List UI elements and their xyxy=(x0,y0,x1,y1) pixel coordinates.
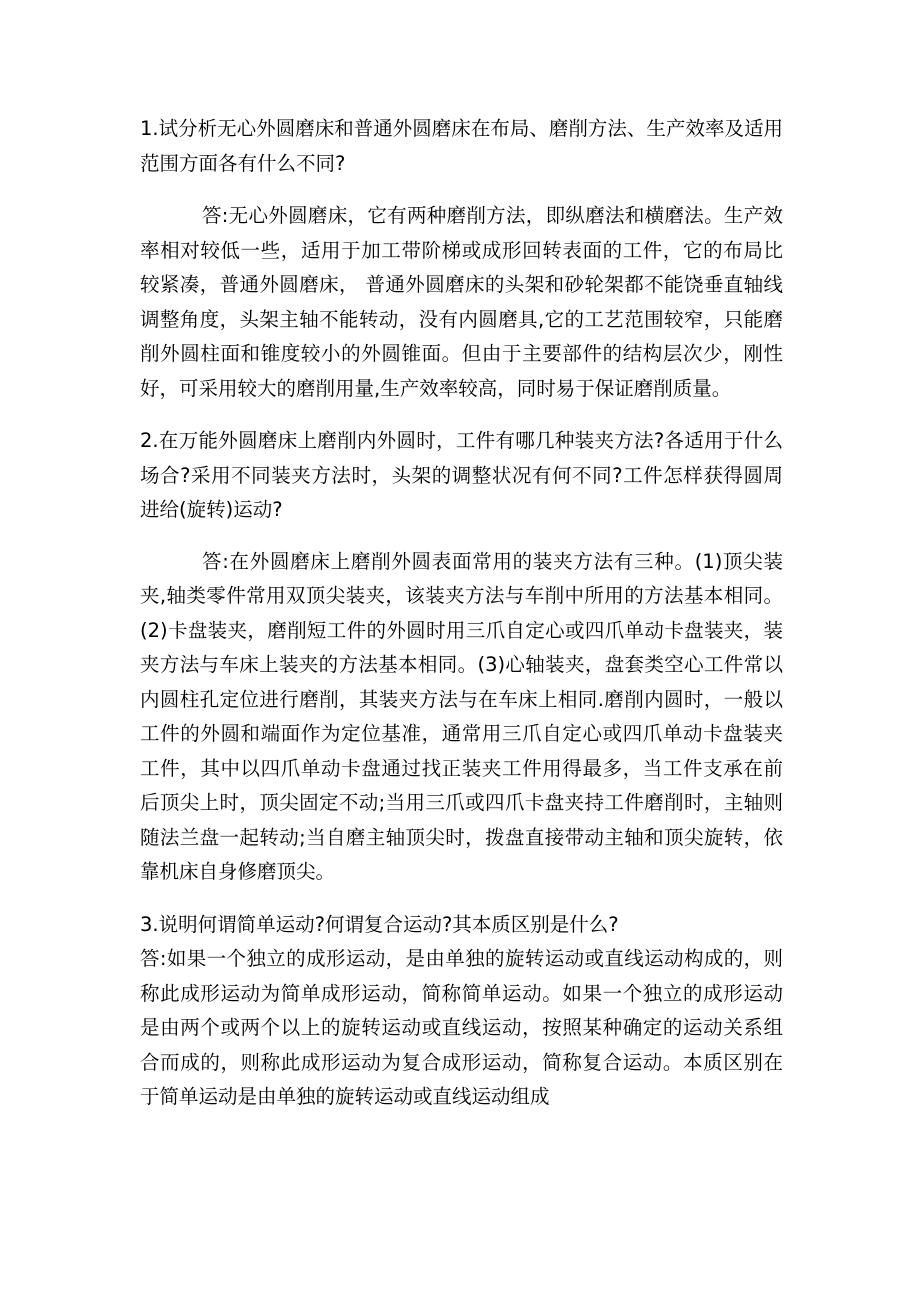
answer-3: 答:如果一个独立的成形运动，是由单独的旋转运动或直线运动构成的，则称此成形运动为简单成形运动，简称简单运动。如果一个独立的成形运动是由两个或两个以上的旋转运动或直线运动，按照某种确定的运动关系组合而成的，则称此成形运动为复合成形运动，简称复合运动。本质区别在于简单运动是由单独的旋转运动或直线运动组成 xyxy=(140,947,783,1108)
question-3: 3.说明何谓简单运动?何谓复合运动?其本质区别是什么? xyxy=(140,912,619,936)
paragraph-gap xyxy=(140,181,783,199)
answer-1: 答:无心外圆磨床，它有两种磨削方法，即纵磨法和横磨法。生产效率相对较低一些，适用于加工带阶梯或成形回转表面的工件，它的布局比较紧凑，普通外圆磨床， 普通外圆磨床的头架和砂轮架都不能饶垂直轴线调整角度，头架主轴不能转动，没有内圆磨具,它的工艺范围较窄，只能磨削外圆柱面和锥度较小的外圆锥面。但由于主要部件的结构层次少，刚性好，可采用较大的磨削用量,生产效率较高，同时易于保证磨削质量。 xyxy=(140,204,783,400)
question-2: 2.在万能外圆磨床上磨削内外圆时，工件有哪几种装夹方法?各适用于什么场合?采用不同装夹方法时，头架的调整状况有何不同?工件怎样获得圆周进给(旋转)运动? xyxy=(140,429,783,521)
question-1: 1.试分析无心外圆磨床和普通外圆磨床在布局、磨削方法、生产效率及适用范围方面各有什么不同? xyxy=(140,117,783,175)
answer-2: 答:在外圆磨床上磨削外圆表面常用的装夹方法有三种。(1)顶尖装夹,轴类零件常用双顶尖装夹，该装夹方法与车削中所用的方法基本相同。(2)卡盘装夹，磨削短工件的外圆时用三爪自定心或四爪单动卡盘装夹，装夹方法与车床上装夹的方法基本相同。(3)心轴装夹，盘套类空心工件常以内圆柱孔定位进行磨削，其装夹方法与在车床上相同.磨削内圆时，一般以工件的外圆和端面作为定位基准，通常用三爪自定心或四爪单动卡盘装夹工件，其中以四爪单动卡盘通过找正装夹工件用得最多，当工件支承在前后顶尖上时，顶尖固定不动;当用三爪或四爪卡盘夹持工件磨削时，主轴则随法兰盘一起转动;当自磨主轴顶尖时，拨盘直接带动主轴和顶尖旋转，依靠机床自身修磨顶尖。 xyxy=(140,549,783,883)
paragraph-gap xyxy=(140,528,783,545)
paragraph-gap xyxy=(140,406,783,424)
document-page xyxy=(140,112,783,1115)
paragraph-gap xyxy=(140,890,783,908)
